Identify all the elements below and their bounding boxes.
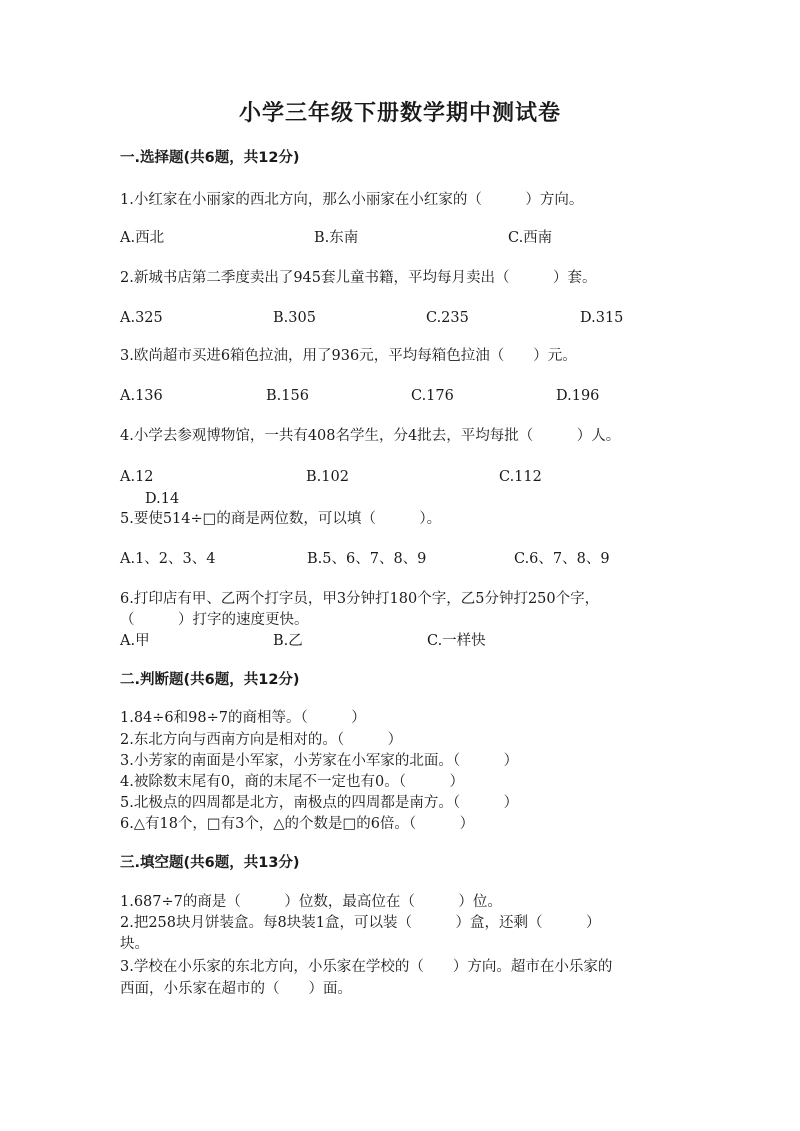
fill-item-3-line-1: 3.学校在小乐家的东北方向，小乐家在学校的（ ）方向。超市在小乐家的 — [120, 959, 613, 975]
q1-option-c: C.西南 — [508, 230, 553, 246]
section-heading-judgement: 二.判断题(共6题，共12分) — [120, 672, 300, 688]
q3-option-a: A.136 — [120, 388, 163, 404]
q2-option-b: B.305 — [273, 310, 316, 326]
q4-option-a: A.12 — [120, 469, 154, 485]
q4-option-d: D.14 — [145, 491, 180, 507]
q3-option-d: D.196 — [556, 388, 600, 404]
question-1: 1.小红家在小丽家的西北方向，那么小丽家在小红家的（ ）方向。 — [120, 192, 584, 208]
q1-option-b: B.东南 — [314, 230, 359, 246]
question-4: 4.小学去参观博物馆，一共有408名学生，分4批去，平均每批（ ）人。 — [120, 428, 621, 444]
judgement-item-4: 4.被除数末尾有0，商的末尾不一定也有0。（ ） — [120, 774, 465, 790]
q2-option-c: C.235 — [426, 310, 469, 326]
q2-option-d: D.315 — [580, 310, 624, 326]
judgement-item-2: 2.东北方向与西南方向是相对的。（ ） — [120, 732, 403, 748]
judgement-item-3: 3.小芳家的南面是小军家，小芳家在小军家的北面。（ ） — [120, 753, 519, 769]
page-title: 小学三年级下册数学期中测试卷 — [238, 100, 561, 126]
judgement-item-5: 5.北极点的四周都是北方，南极点的四周都是南方。（ ） — [120, 795, 519, 811]
question-6-line-1: 6.打印店有甲、乙两个打字员，甲3分钟打180个字，乙5分钟打250个字， — [120, 591, 600, 607]
q4-option-c: C.112 — [499, 469, 542, 485]
q4-option-b: B.102 — [306, 469, 349, 485]
q6-option-c: C.一样快 — [427, 633, 486, 649]
fill-item-1: 1.687÷7的商是（ ）位数，最高位在（ ）位。 — [120, 894, 502, 910]
q1-option-a: A.西北 — [120, 230, 165, 246]
question-2: 2.新城书店第二季度卖出了945套儿童书籍，平均每月卖出（ ）套。 — [120, 270, 597, 286]
judgement-item-1: 1.84÷6和98÷7的商相等。（ ） — [120, 710, 366, 726]
q5-option-c: C.6、7、8、9 — [514, 551, 610, 567]
q3-option-c: C.176 — [411, 388, 454, 404]
fill-item-3-line-2: 西面，小乐家在超市的（ ）面。 — [120, 981, 352, 997]
fill-item-2-line-1: 2.把258块月饼装盒。每8块装1盒，可以装（ ）盒，还剩（ ） — [120, 915, 601, 931]
question-3: 3.欧尚超市买进6箱色拉油，用了936元，平均每箱色拉油（ ）元。 — [120, 348, 577, 364]
q6-option-b: B.乙 — [273, 633, 303, 649]
fill-item-2-line-2: 块。 — [120, 936, 149, 952]
q6-option-a: A.甲 — [120, 633, 150, 649]
judgement-item-6: 6.△有18个，□有3个，△的个数是□的6倍。（ ） — [120, 816, 475, 832]
section-heading-fill: 三.填空题(共6题，共13分) — [120, 855, 300, 871]
question-5: 5.要使514÷□的商是两位数，可以填（ ）。 — [120, 511, 442, 527]
question-6-line-2: （ ）打字的速度更快。 — [120, 612, 309, 628]
q5-option-b: B.5、6、7、8、9 — [307, 551, 427, 567]
q3-option-b: B.156 — [266, 388, 309, 404]
q2-option-a: A.325 — [120, 310, 163, 326]
section-heading-choice: 一.选择题(共6题，共12分) — [120, 150, 300, 166]
q5-option-a: A.1、2、3、4 — [120, 551, 216, 567]
